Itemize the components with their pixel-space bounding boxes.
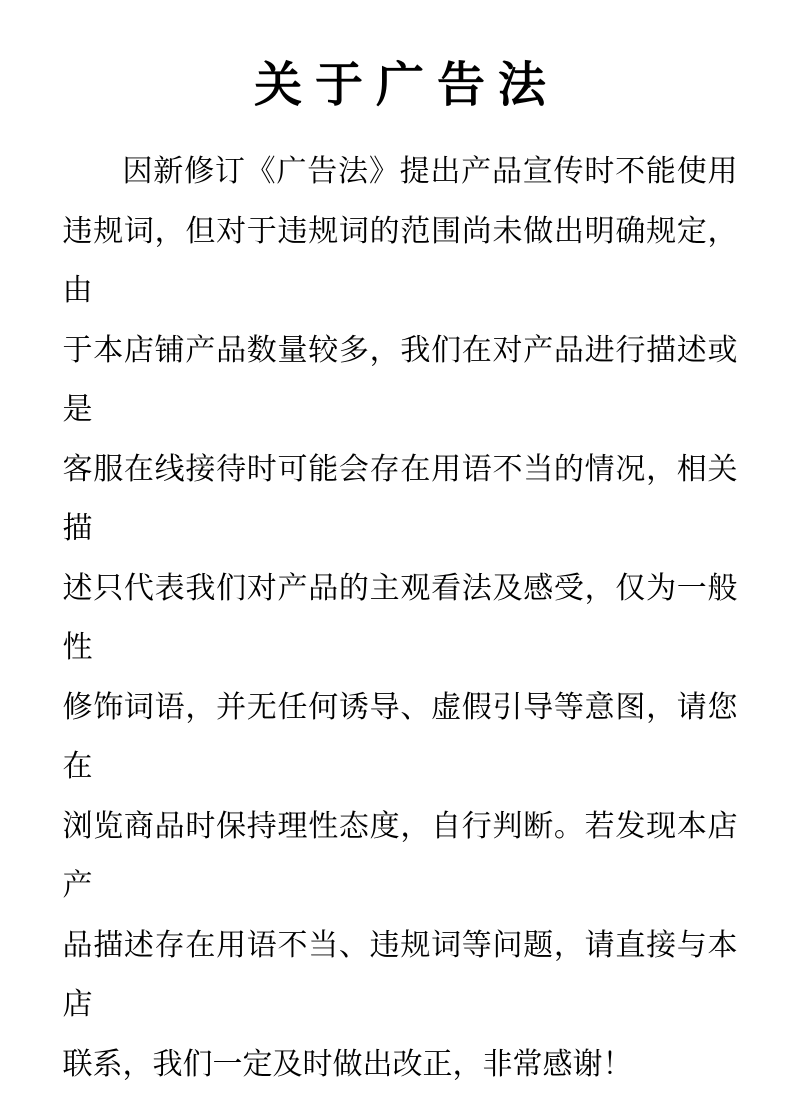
notice-line-4: 客服在线接待时可能会存在用语不当的情况，相关描 [63,440,738,559]
notice-line-2: 违规词，但对于违规词的范围尚未做出明确规定，由 [63,202,738,321]
notice-line-7: 浏览商品时保持理性态度，自行判断。若发现本店产 [63,797,738,916]
notice-line-9: 联系，我们一定及时做出改正，非常感谢！ [63,1035,738,1094]
notice-text-block [63,142,738,1094]
notice-line-6: 修饰词语，并无任何诱导、虚假引导等意图，请您在 [63,678,738,797]
notice-line-8: 品描述存在用语不当、违规词等问题，请直接与本店 [63,916,738,1035]
notice-line-5: 述只代表我们对产品的主观看法及感受，仅为一般性 [63,559,738,678]
page-title: 关于广告法 [0,0,800,117]
notice-line-1: 因新修订《广告法》提出产品宣传时不能使用 [63,142,738,202]
notice-line-3: 于本店铺产品数量较多，我们在对产品进行描述或是 [63,321,738,440]
